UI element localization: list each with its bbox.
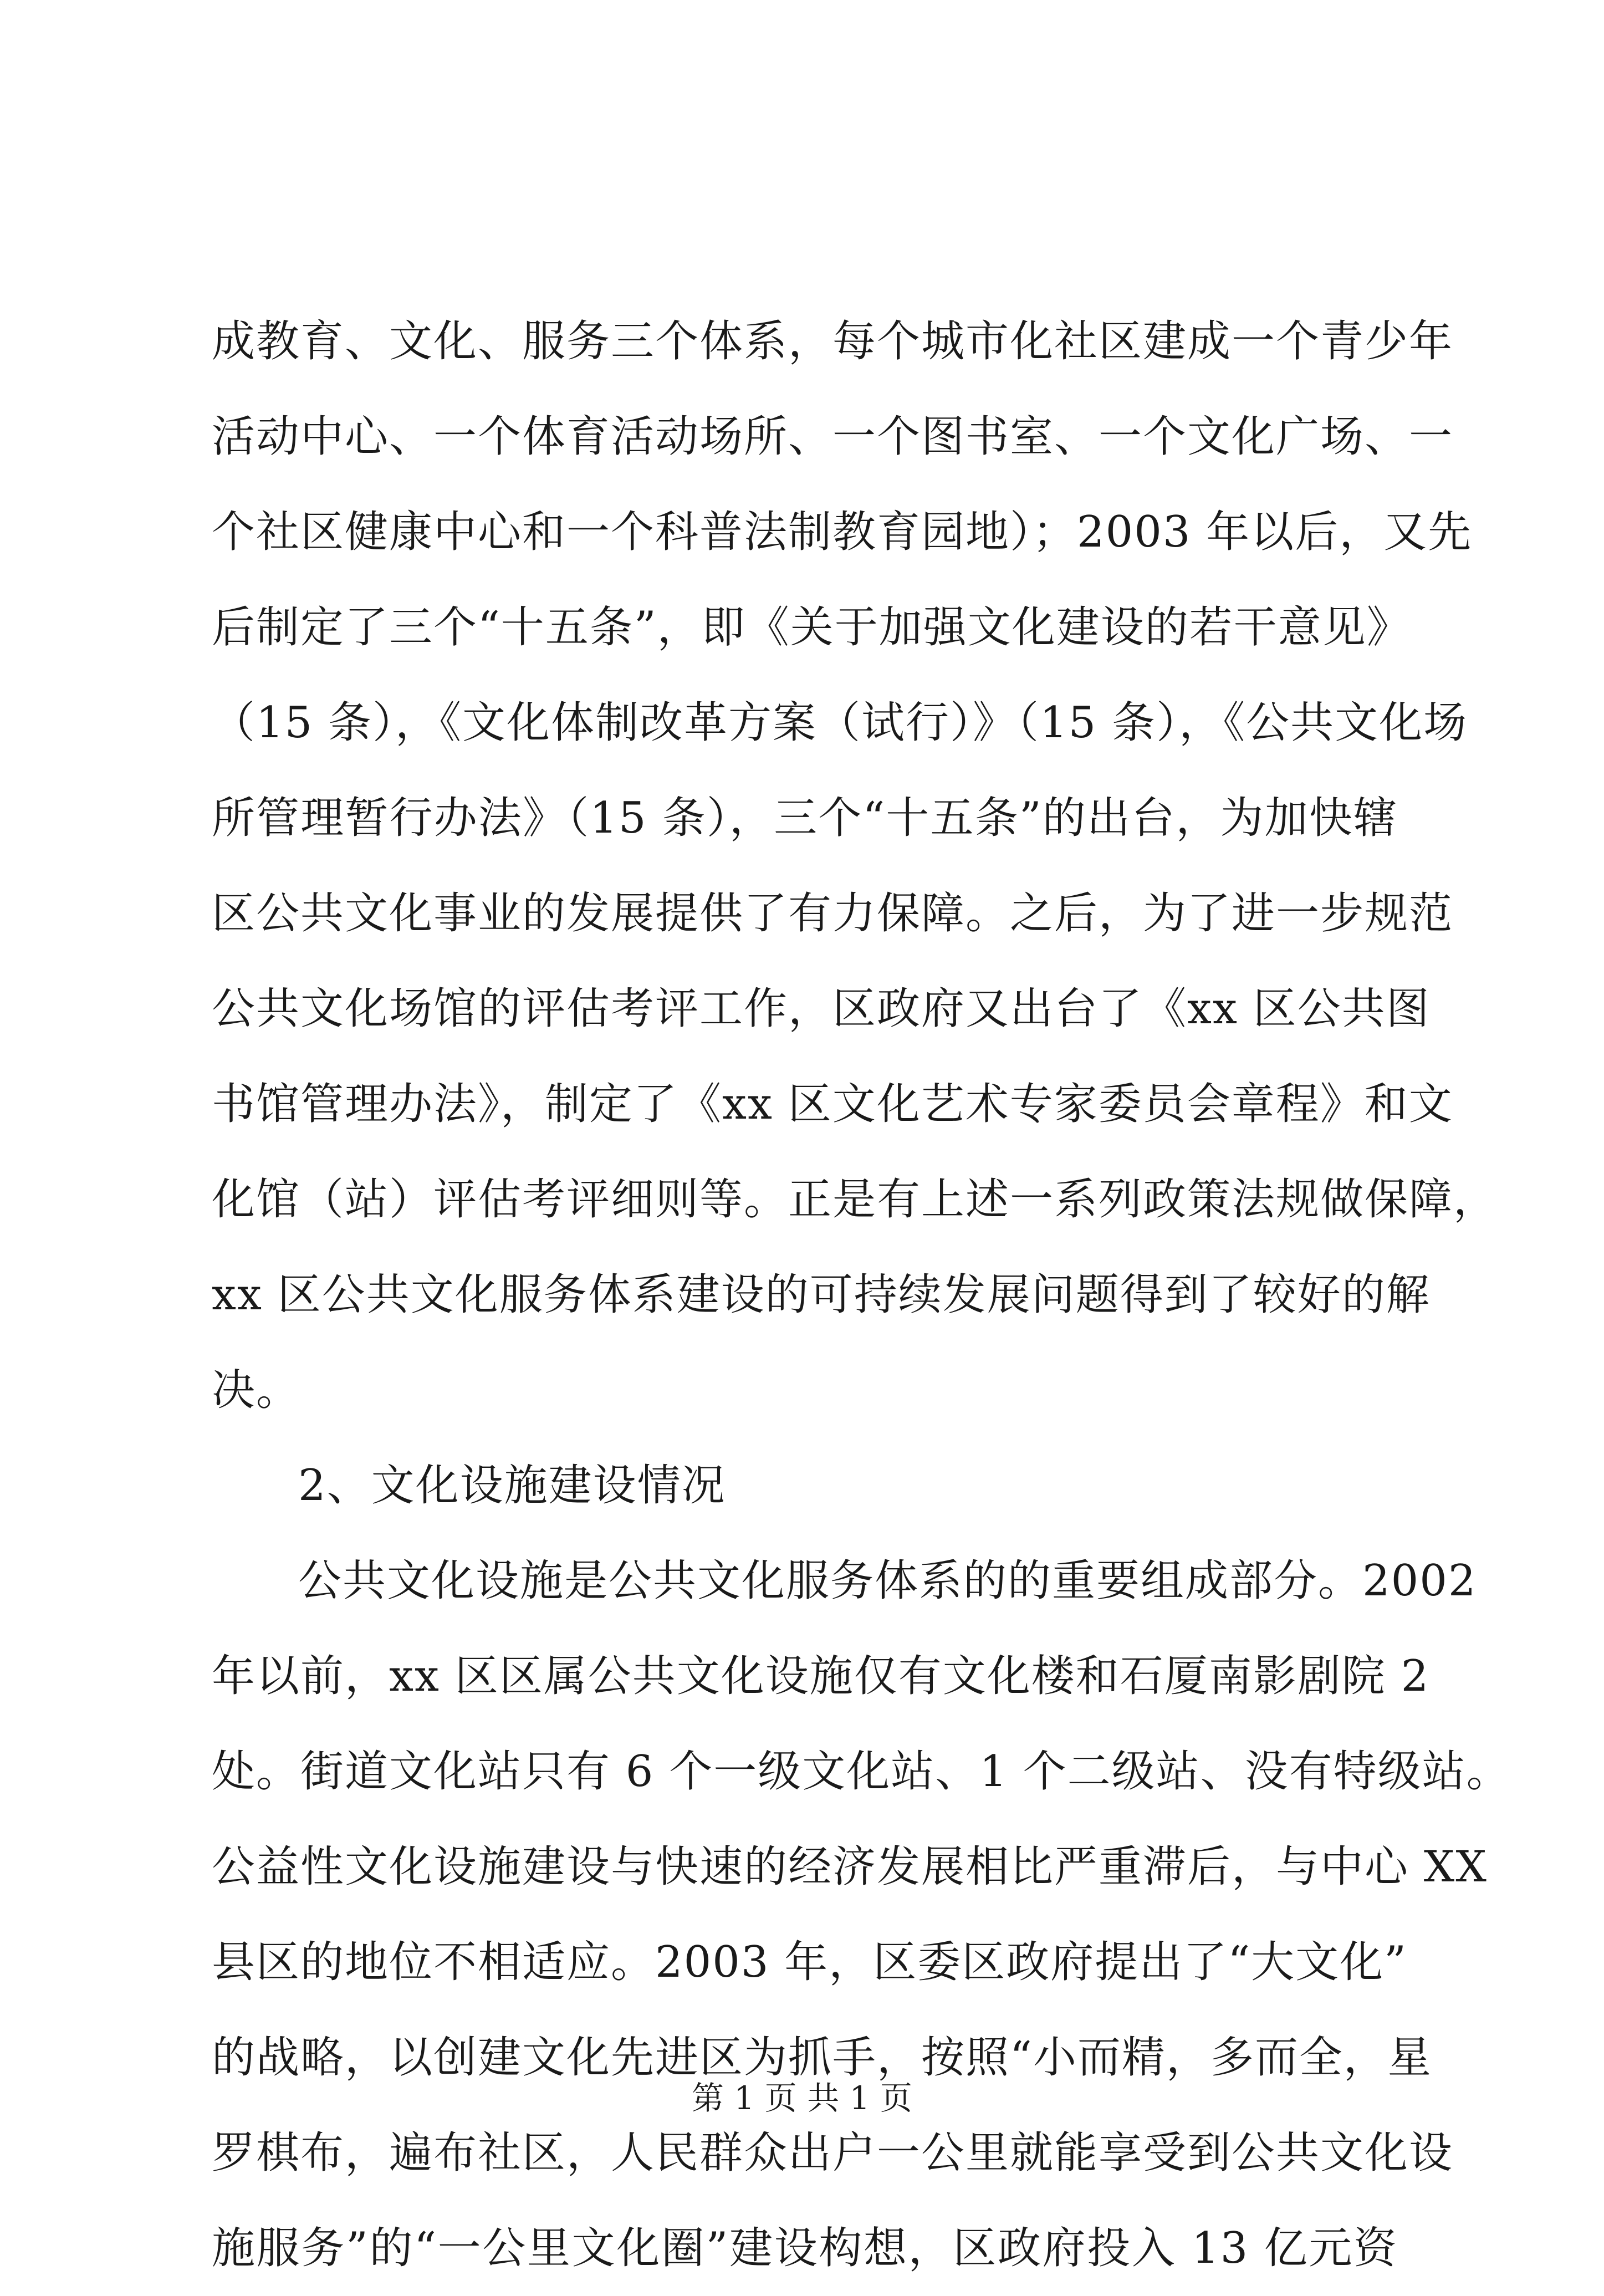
paragraph-line: 个社区健康中心和一个科普法制教育园地）；2003 年以后，又先 [212, 507, 1473, 557]
paragraph-line: 罗棋布，遍布社区，人民群众出户一公里就能享受到公共文化设 [212, 2128, 1454, 2178]
paragraph-line: 所管理暂行办法》（15 条），三个“十五条”的出台，为加快辖 [212, 793, 1398, 843]
paragraph-line: 活动中心、一个体育活动场所、一个图书室、一个文化广场、一 [212, 412, 1454, 462]
document-body [212, 294, 1511, 2296]
paragraph-line: 公益性文化设施建设与快速的经济发展相比严重滞后，与中心 XX [212, 1842, 1488, 1892]
paragraph-line: 的战略，以创建文化先进区为抓手，按照“小而精，多而全，星 [212, 2033, 1432, 2083]
paragraph-line: 成教育、文化、服务三个体系，每个城市化社区建成一个青少年 [212, 317, 1454, 366]
paragraph-line: 决。 [212, 1365, 301, 1415]
paragraph-line: 处。街道文化站只有 6 个一级文化站、1 个二级站、没有特级站。 [212, 1747, 1511, 1797]
paragraph-line: （15 条），《文化体制改革方案（试行）》（15 条），《公共文化场 [212, 698, 1468, 748]
paragraph-line: xx 区公共文化服务体系建设的可持续发展问题得到了较好的解 [212, 1270, 1431, 1320]
paragraph-line: 区公共文化事业的发展提供了有力保障。之后，为了进一步规范 [212, 889, 1454, 938]
paragraph-line: 后制定了三个“十五条”，即《关于加强文化建设的若干意见》 [212, 603, 1411, 652]
paragraph-line: 施服务”的“一公里文化圈”建设构想，区政府投入 13 亿元资 [212, 2223, 1398, 2273]
section-heading: 2、文化设施建设情况 [298, 1461, 726, 1511]
paragraph-line: 化馆（站）评估考评细则等。正是有上述一系列政策法规做保障， [212, 1175, 1498, 1224]
paragraph-line: 公共文化设施是公共文化服务体系的的重要组成部分。2002 [298, 1556, 1477, 1606]
paragraph-line: 县区的地位不相适应。2003 年，区委区政府提出了“大文化” [212, 1937, 1408, 1987]
paragraph-line: 年以前，xx 区区属公共文化设施仅有文化楼和石厦南影剧院 2 [212, 1651, 1430, 1701]
page-footer: 第 1 页 共 1 页 [692, 2079, 912, 2117]
paragraph-line: 公共文化场馆的评估考评工作，区政府又出台了《xx 区公共图 [212, 984, 1431, 1034]
paragraph-line: 书馆管理办法》，制定了《xx 区文化艺术专家委员会章程》和文 [212, 1079, 1453, 1129]
